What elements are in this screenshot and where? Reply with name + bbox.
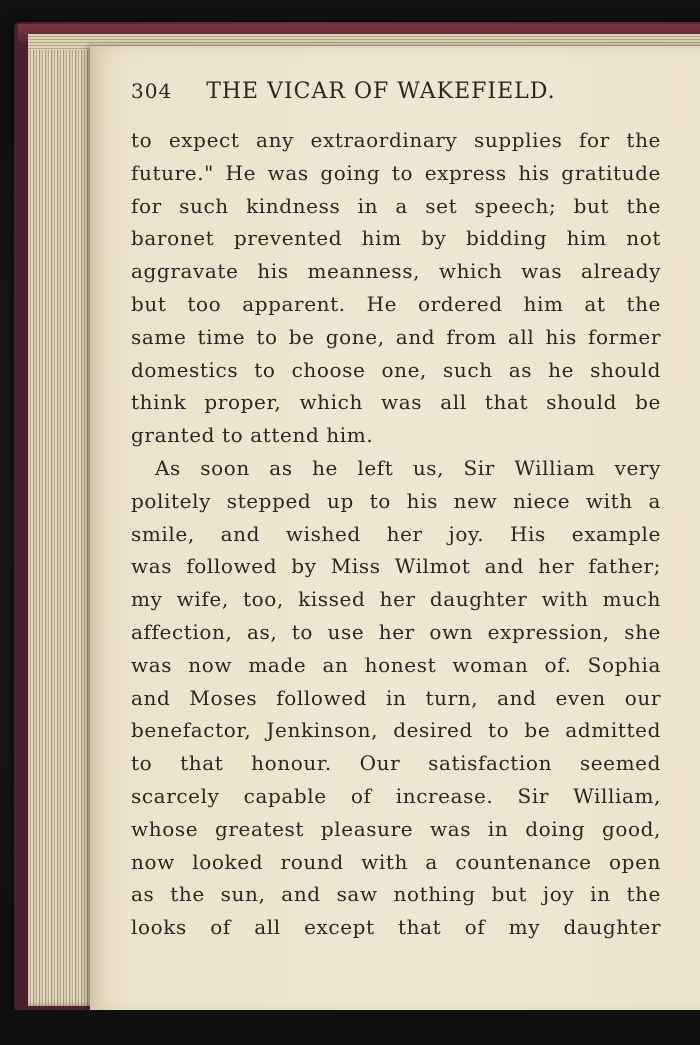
page-number: 304 bbox=[131, 79, 173, 103]
text-line: and Moses followed in turn, and even our bbox=[131, 685, 661, 710]
page-text bbox=[131, 76, 661, 944]
text-line: same time to be gone, and from all his former bbox=[131, 324, 661, 349]
text-line: granted to attend him. bbox=[131, 423, 374, 448]
text-line: to that honour. Our satisfaction seemed bbox=[131, 751, 661, 776]
text-line: for such kindness in a set speech; but the bbox=[131, 193, 661, 218]
text-line: was followed by Miss Wilmot and her father; bbox=[131, 554, 661, 579]
text-line: politely stepped up to his new niece with a bbox=[131, 488, 661, 513]
text-line: now looked round with a countenance open bbox=[131, 849, 661, 874]
text-line: baronet prevented him by bidding him not bbox=[131, 226, 661, 251]
text-line: as the sun, and saw nothing but joy in the bbox=[131, 882, 661, 907]
text-line: looks of all except that of my daughter bbox=[131, 915, 661, 940]
text-line: smile, and wished her joy. His example bbox=[131, 521, 661, 546]
text-line: affection, as, to use her own expression, she bbox=[131, 619, 661, 644]
text-line: aggravate his meanness, which was already bbox=[131, 259, 661, 284]
text-line: whose greatest pleasure was in doing good, bbox=[131, 816, 661, 841]
text-line: was now made an honest woman of. Sophia bbox=[131, 652, 661, 677]
running-title: THE VICAR OF WAKEFIELD. bbox=[206, 79, 556, 104]
text-line: but too apparent. He ordered him at the bbox=[131, 291, 661, 316]
text-line: future." He was going to express his gratitude bbox=[131, 160, 661, 185]
text-line: scarcely capable of increase. Sir William, bbox=[131, 783, 661, 808]
text-line: to expect any extraordinary supplies for the bbox=[131, 128, 661, 152]
page-edges bbox=[28, 34, 98, 1006]
running-header bbox=[131, 76, 661, 124]
text-line: benefactor, Jenkinson, desired to be admitted bbox=[131, 718, 661, 743]
text-line: my wife, too, kissed her daughter with much bbox=[131, 587, 661, 612]
background-shadow bbox=[0, 1010, 700, 1045]
text-line: As soon as he left us, Sir William very bbox=[155, 455, 661, 480]
text-line: think proper, which was all that should be bbox=[131, 390, 661, 415]
text-line: domestics to choose one, such as he should bbox=[131, 357, 661, 382]
